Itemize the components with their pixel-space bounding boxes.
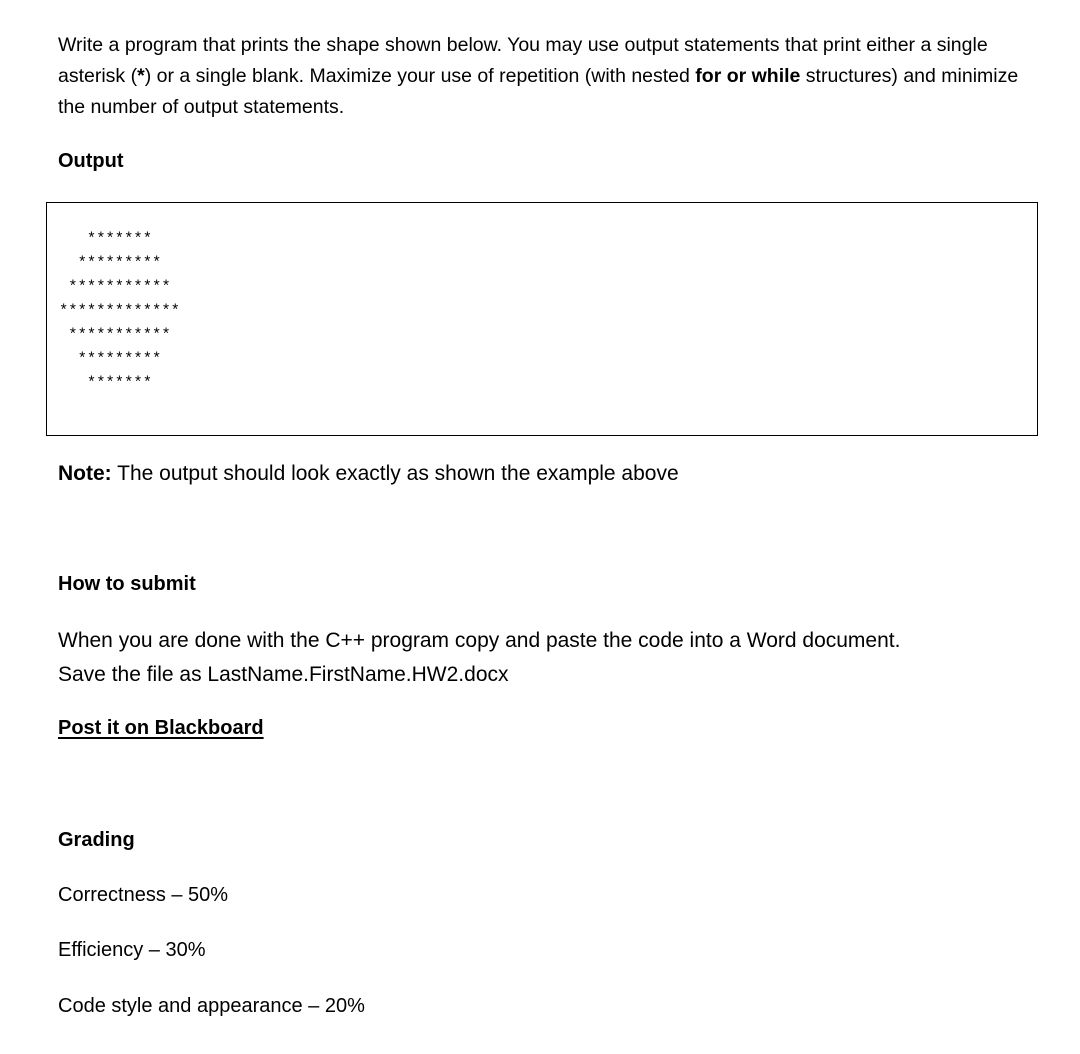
note-text: The output should look exactly as shown the example above xyxy=(111,462,679,485)
shape-line: *********** xyxy=(59,326,171,344)
shape-line: *********** xyxy=(59,278,171,296)
submit-line-1: When you are done with the C++ program copy and paste the code into a Word document. xyxy=(58,629,901,652)
note-label: Note: xyxy=(58,462,112,485)
shape-line: ******* xyxy=(59,374,153,392)
output-heading: Output xyxy=(58,150,124,172)
shape-line: ********* xyxy=(59,350,162,368)
note-paragraph xyxy=(58,457,679,491)
intro-text-3: structures) and minimize the number of output statements. xyxy=(58,65,1019,118)
post-on-blackboard-link[interactable]: Post it on Blackboard xyxy=(58,717,264,739)
grading-item-code-style: Code style and appearance – 20% xyxy=(58,995,365,1017)
grading-item-correctness: Correctness – 50% xyxy=(58,884,229,906)
grading-item-efficiency: Efficiency – 30% xyxy=(58,939,206,961)
intro-text-2: ) or a single blank. Maximize your use of repetition (with nested xyxy=(144,65,696,87)
shape-line: ******* xyxy=(59,230,153,248)
asterisk-shape xyxy=(59,227,180,395)
output-box xyxy=(46,202,1038,436)
loop-keywords: for or while xyxy=(695,65,801,87)
submit-instructions xyxy=(58,624,900,692)
shape-line: ********* xyxy=(59,254,162,272)
submit-line-2: Save the file as LastName.FirstName.HW2.docx xyxy=(58,663,509,686)
submit-heading: How to submit xyxy=(58,573,196,595)
asterisk-symbol: * xyxy=(137,65,145,87)
grading-heading: Grading xyxy=(58,829,135,851)
intro-paragraph xyxy=(58,30,1048,123)
intro-text-1: Write a program that prints the shape shown below. You may use output statements that print either a single asterisk ( xyxy=(58,34,988,87)
shape-line: ************* xyxy=(59,302,180,320)
